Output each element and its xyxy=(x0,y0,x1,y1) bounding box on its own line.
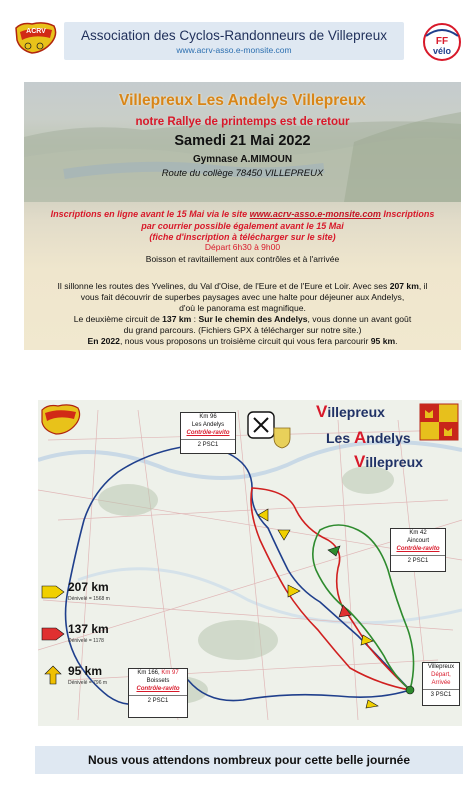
legend-137km-label: 137 km xyxy=(68,622,109,636)
villepreux-psc: 3 PSC1 xyxy=(423,689,459,699)
map-title-line-3-rest: illepreux xyxy=(365,454,423,470)
boissets-place: Boissets xyxy=(146,678,170,685)
footer-banner xyxy=(35,746,463,774)
map-title-line-2-rest: ndelys xyxy=(366,430,411,446)
legend-95km-denivele: Dénivelé = 796 m xyxy=(68,680,108,686)
boissets-control: Contrôle-ravito xyxy=(136,686,180,693)
desc4-circuit-name: Sur le chemin des Andelys xyxy=(198,314,308,324)
map-title-line-1-cap: V xyxy=(316,402,328,421)
desc6-text: , nous vous proposons un troisième circuit qui vous fera parcourir xyxy=(119,336,369,346)
desc4-text: Le deuxième circuit de xyxy=(73,314,160,324)
inscription-site-link[interactable]: www.acrv-asso.e-monsite.com xyxy=(249,209,381,219)
association-url[interactable]: www.acrv-asso.e-monsite.com xyxy=(176,45,292,55)
andelys-km: Km 96 xyxy=(199,414,217,420)
ff-velo-logo xyxy=(422,22,462,62)
ff-logo-text-bottom: vélo xyxy=(432,46,452,56)
poster-subtitle: notre Rallye de printemps est de retour xyxy=(135,116,350,128)
legend-207km-arrow-icon xyxy=(40,580,66,602)
inscription-line-1 xyxy=(24,209,461,219)
andelys-place: Les Andelys xyxy=(191,422,225,429)
map-title-line-1 xyxy=(316,402,385,422)
map-title-line-3-cap: V xyxy=(354,452,366,471)
desc1-text: Il sillonne les routes des Yvelines, du Val d'Oise, de l'Eure et de l'Eure et Loir. Avec ses xyxy=(57,281,388,291)
desc6-year: En 2022 xyxy=(87,336,120,346)
description-line-2: vous fait découvrir de superbes paysages avec une halte pour déjeuner aux Andelys, xyxy=(80,292,405,302)
aincourt-psc: 2 PSC1 xyxy=(391,555,445,565)
desc4-km: 137 km xyxy=(162,314,192,324)
boissets-km xyxy=(129,669,187,677)
andelys-control: Contrôle-ravito xyxy=(186,430,230,437)
villepreux-status-2: Arrivée xyxy=(431,680,451,687)
map-title-line-2-cap: A xyxy=(354,428,367,447)
inscription-line-3: (fiche d'inscription à télécharger sur le site) xyxy=(149,232,336,242)
inscription-line-2: par courrier possible également avant le 15 Mai xyxy=(141,221,344,231)
map-title-line-1-rest: illepreux xyxy=(327,404,385,420)
boissets-psc: 2 PSC1 xyxy=(129,695,187,705)
villepreux-status-1: Départ, xyxy=(431,672,451,679)
header-banner xyxy=(64,22,404,60)
description-line-5: du grand parcours. (Fichiers GPX à télécharger sur notre site.) xyxy=(123,325,362,335)
departure-time: Départ 6h30 à 9h00 xyxy=(204,242,281,252)
desc6-end: . xyxy=(395,336,398,346)
andelys-coat-of-arms xyxy=(274,428,290,448)
acrv-logo xyxy=(14,20,58,56)
boissets-km-b: Km 97 xyxy=(161,670,179,676)
control-box-andelys xyxy=(180,412,236,454)
restaurant-icon xyxy=(248,412,274,438)
description-line-1 xyxy=(24,281,461,291)
villepreux-coat-of-arms xyxy=(420,404,458,440)
map-title-line-2 xyxy=(326,428,411,448)
rally-poster xyxy=(24,82,461,350)
ff-logo-text-top: FF xyxy=(435,36,449,47)
start-box-villepreux xyxy=(422,662,460,706)
aincourt-place: Aincourt xyxy=(406,538,429,545)
legend-207km-denivele: Dénivelé = 1568 m xyxy=(68,596,110,602)
andelys-psc: 2 PSC1 xyxy=(181,439,235,449)
inscription-text-a: Inscriptions en ligne avant le 15 Mai via le site xyxy=(50,209,248,219)
villepreux-place: Villepreux xyxy=(427,664,455,670)
map-title-line-3 xyxy=(354,452,423,472)
poster-title: Villepreux Les Andelys Villepreux xyxy=(119,92,366,109)
description-line-3: d'où le panorama est magnifique. xyxy=(179,303,306,313)
event-date: Samedi 21 Mai 2022 xyxy=(174,133,311,149)
route-map xyxy=(38,400,462,726)
legend-137km-arrow-icon xyxy=(40,622,66,644)
aincourt-control: Contrôle-ravito xyxy=(396,546,440,553)
desc1-km: 207 km xyxy=(389,281,419,291)
refreshment-info: Boisson et ravitaillement aux contrôles et à l'arrivée xyxy=(145,254,340,264)
desc6-km: 95 km xyxy=(370,336,396,346)
inscription-text-b: Inscriptions xyxy=(383,209,435,219)
control-box-boissets xyxy=(128,668,188,718)
legend-95km-arrow-icon xyxy=(40,664,66,686)
start-finish-point xyxy=(406,686,414,694)
event-venue: Gymnase A.MIMOUN xyxy=(192,154,293,165)
association-title: Association des Cyclos-Randonneurs de Villepreux xyxy=(81,28,387,43)
legend-207km-label: 207 km xyxy=(68,580,109,594)
event-address: Route du collège 78450 VILLEPREUX xyxy=(161,168,324,179)
footer-text: Nous vous attendons nombreux pour cette belle journée xyxy=(87,753,411,767)
boissets-km-a: Km 166, xyxy=(137,670,160,676)
legend-137km-denivele: Dénivelé = 1178 xyxy=(68,638,104,644)
acrv-logo-text: ACRV xyxy=(26,28,46,35)
description-line-4: Le deuxième circuit de 137 km : Sur le chemin des Andelys, vous donne un avant goût xyxy=(73,314,412,324)
legend-95km-label: 95 km xyxy=(68,664,103,678)
aincourt-km: Km 42 xyxy=(409,530,427,536)
control-box-aincourt xyxy=(390,528,446,572)
description-line-6 xyxy=(24,336,461,346)
desc4-end: , vous donne un avant goût xyxy=(307,314,412,324)
map-title-line-2-pre: Les xyxy=(326,430,355,446)
desc1-end: , il xyxy=(418,281,428,291)
